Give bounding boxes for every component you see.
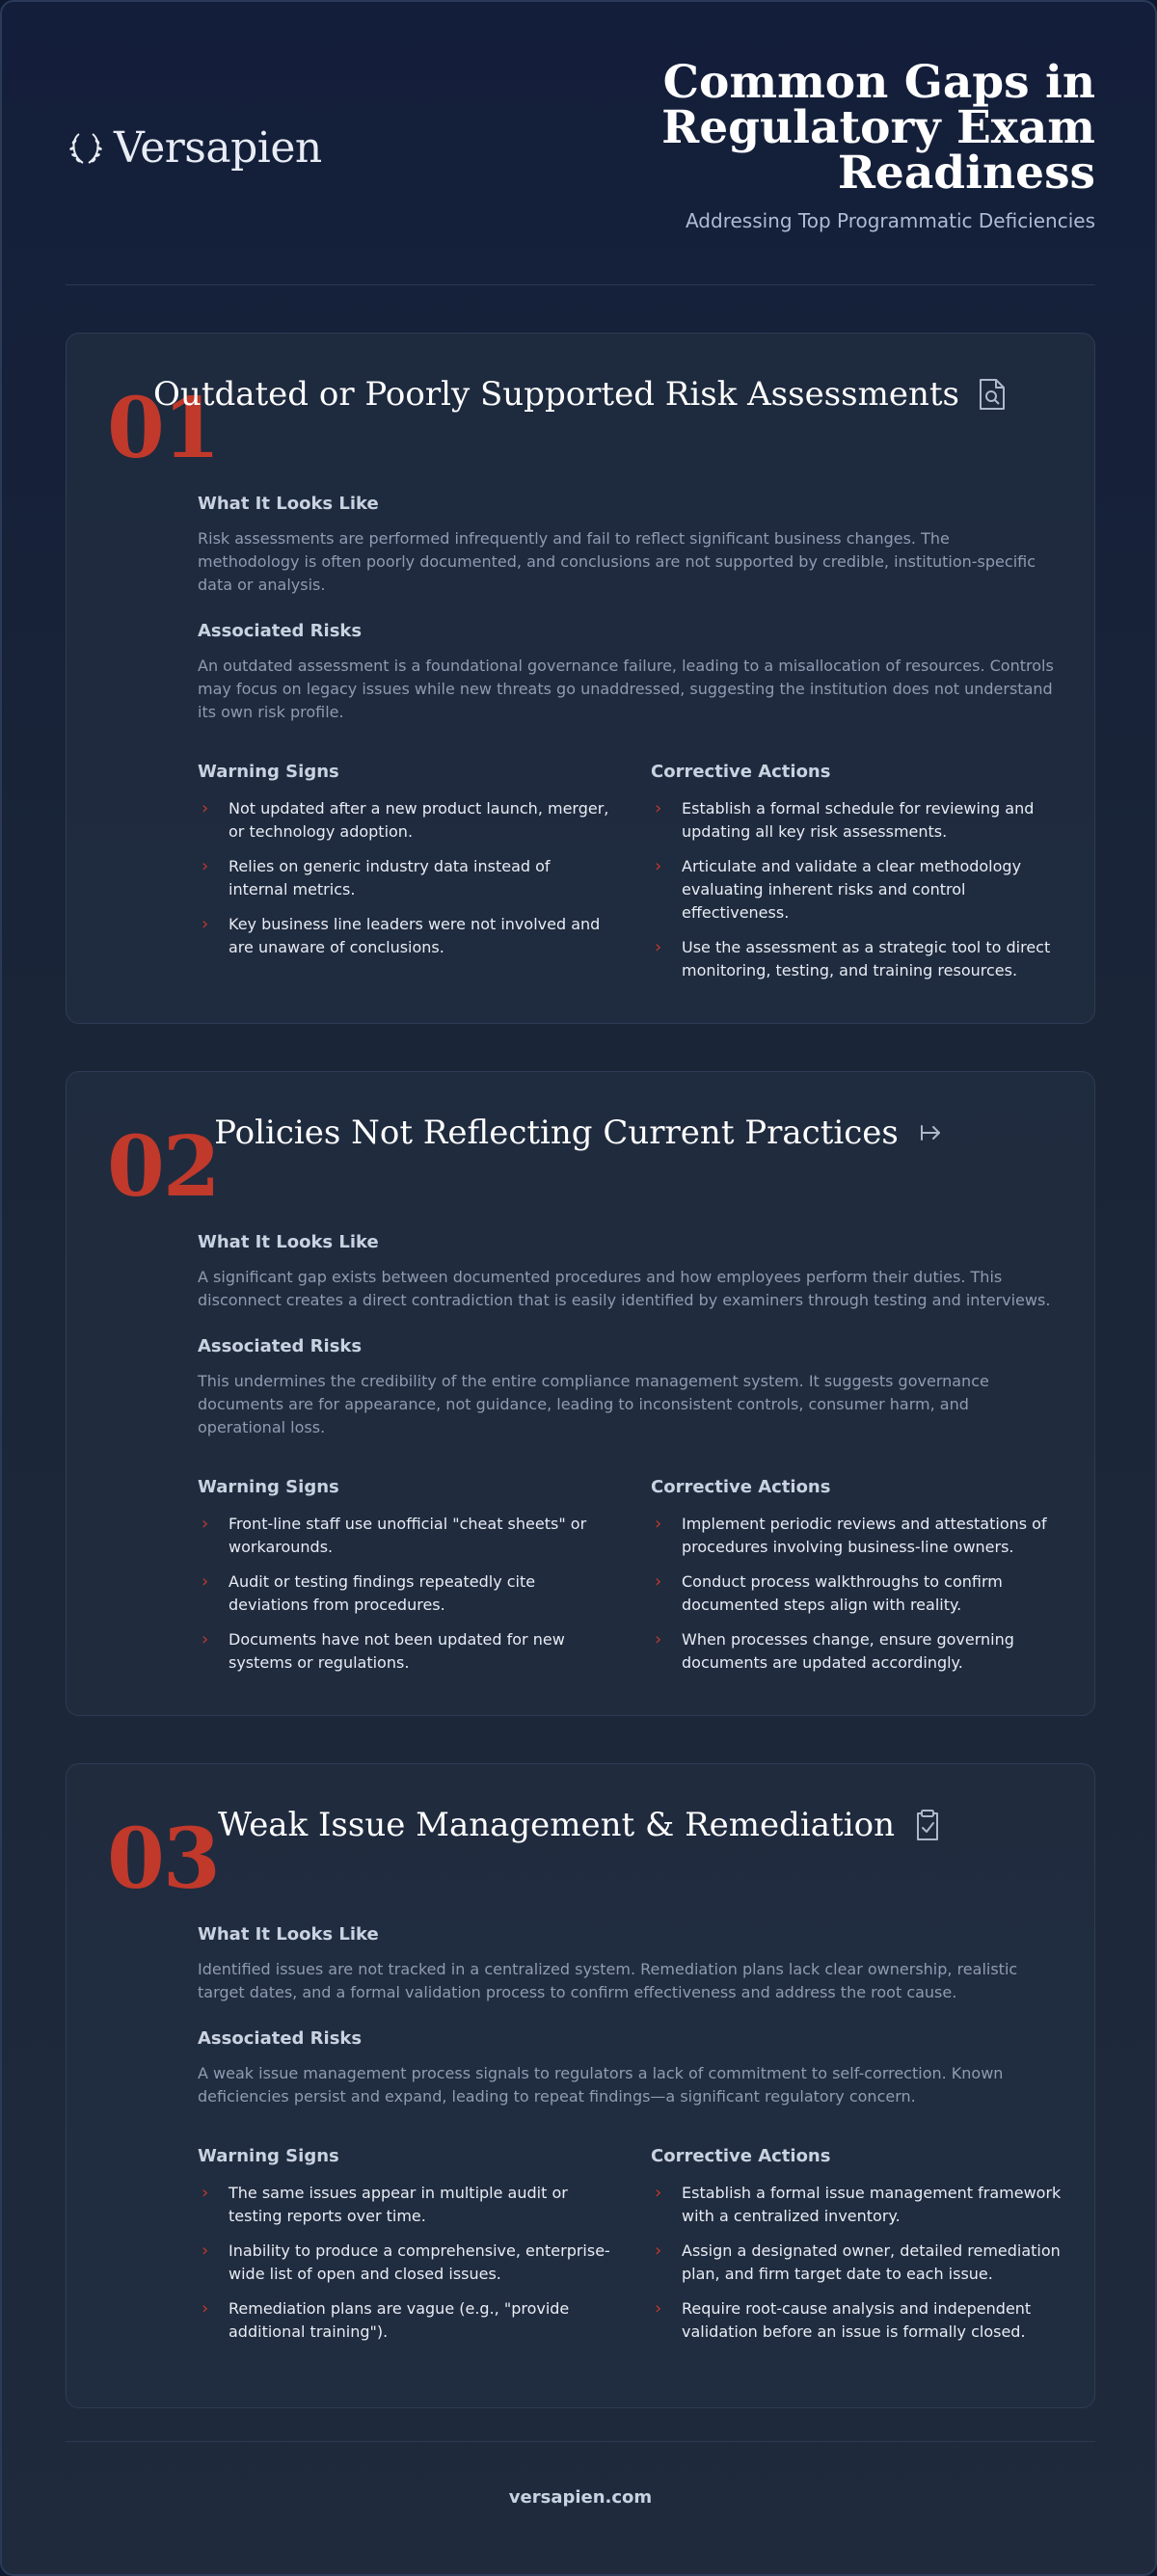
associated-risks — [198, 621, 1056, 724]
what-it-looks-like — [198, 1924, 1056, 2004]
list-item — [651, 936, 1065, 982]
section-label: What It Looks Like — [198, 1232, 379, 1252]
list-item-text: Establish a formal schedule for reviewing and updating all key risk assessments. — [682, 799, 1035, 841]
list-item-text: Establish a formal issue management framework with a centralized inventory. — [682, 2184, 1062, 2225]
list-item — [651, 2297, 1065, 2344]
list-item — [198, 1570, 612, 1617]
corrective-actions — [651, 1477, 1065, 1686]
footer-site-link[interactable]: versapien.com — [508, 2487, 653, 2508]
list-item — [198, 2297, 612, 2344]
list-item — [651, 1513, 1065, 1559]
card-title: Outdated or Poorly Supported Risk Assessments — [153, 375, 959, 414]
title-block — [594, 56, 1095, 232]
list-item — [198, 913, 612, 959]
list-item-text: Not updated after a new product launch, merger, or technology adoption. — [229, 799, 609, 841]
section-label: What It Looks Like — [198, 1924, 379, 1945]
list-item — [651, 2240, 1065, 2286]
list-item — [198, 855, 612, 901]
list-item — [651, 855, 1065, 925]
what-it-looks-like — [198, 1232, 1056, 1312]
list-item-text: Conduct process walkthroughs to confirm documented steps align with reality. — [682, 1572, 1003, 1614]
corrective-list — [651, 2182, 1065, 2344]
chevron-right-icon: › — [655, 856, 662, 876]
chevron-right-icon: › — [202, 1571, 209, 1592]
corrective-actions — [651, 762, 1065, 994]
list-item-text: Documents have not been updated for new systems or regulations. — [229, 1630, 565, 1672]
list-item-text: Relies on generic industry data instead of internal metrics. — [229, 857, 551, 899]
list-item-text: Front-line staff use unofficial "cheat sheets" or workarounds. — [229, 1515, 587, 1556]
corrective-list — [651, 1513, 1065, 1675]
warning-signs — [198, 1477, 612, 1686]
column-label: Corrective Actions — [651, 2146, 831, 2166]
card-title: Policies Not Reflecting Current Practices — [214, 1114, 899, 1152]
what-it-looks-like — [198, 494, 1056, 597]
list-item — [198, 797, 612, 844]
column-label: Warning Signs — [198, 1477, 339, 1497]
chevron-right-icon: › — [655, 1514, 662, 1534]
corrective-actions — [651, 2146, 1065, 2355]
card-header — [67, 370, 1094, 418]
chevron-right-icon: › — [655, 798, 662, 818]
chevron-right-icon: › — [202, 2183, 209, 2203]
chevron-right-icon: › — [202, 914, 209, 934]
chevron-right-icon: › — [655, 1629, 662, 1650]
chevron-right-icon: › — [655, 937, 662, 957]
corrective-list — [651, 797, 1065, 982]
list-item — [198, 1513, 612, 1559]
list-item — [651, 1570, 1065, 1617]
chevron-right-icon: › — [202, 2241, 209, 2261]
list-item-text: Inability to produce a comprehensive, enterprise-wide list of open and closed issues. — [229, 2241, 610, 2283]
list-item — [198, 1628, 612, 1675]
gap-card-2 — [66, 1071, 1095, 1716]
list-item — [198, 2240, 612, 2286]
page-title — [594, 56, 1095, 200]
header — [66, 56, 1095, 282]
list-item-text: Assign a designated owner, detailed remediation plan, and firm target date to each issue. — [682, 2241, 1061, 2283]
chevron-right-icon: › — [655, 2298, 662, 2319]
list-item-text: Articulate and validate a clear methodology evaluating inherent risks and control effectiveness. — [682, 857, 1022, 922]
warning-list — [198, 797, 612, 959]
page-title-line: Regulatory Exam — [661, 101, 1095, 154]
card-number: 02 — [107, 1118, 219, 1216]
header-divider — [66, 284, 1095, 285]
card-title: Weak Issue Management & Remediation — [218, 1806, 895, 1844]
associated-risks — [198, 1336, 1056, 1439]
clipboard-check-icon — [912, 1808, 943, 1842]
warning-signs — [198, 2146, 612, 2355]
page-subtitle: Addressing Top Programmatic Deficiencies — [685, 209, 1095, 232]
column-label: Corrective Actions — [651, 762, 831, 782]
brand-name: Versapien — [114, 123, 322, 173]
warning-list — [198, 2182, 612, 2344]
gap-card-3 — [66, 1763, 1095, 2408]
list-item-text: The same issues appear in multiple audit or testing reports over time. — [229, 2184, 568, 2225]
column-label: Corrective Actions — [651, 1477, 831, 1497]
card-header — [67, 1109, 1094, 1157]
column-label: Warning Signs — [198, 2146, 339, 2166]
list-item-text: Use the assessment as a strategic tool to direct monitoring, testing, and training resources. — [682, 938, 1051, 979]
logo — [66, 123, 322, 173]
associated-risks — [198, 2028, 1056, 2108]
list-item — [651, 1628, 1065, 1675]
chevron-right-icon: › — [202, 856, 209, 876]
list-item-text: Key business line leaders were not involved and are unaware of conclusions. — [229, 915, 601, 956]
section-text: A significant gap exists between documented procedures and how employees perform their duties. This disconnect creates a direct contradiction that is easily identified by examiners through testing and interviews. — [198, 1268, 1051, 1309]
section-label: Associated Risks — [198, 2028, 363, 2049]
card-number: 03 — [107, 1811, 219, 1908]
section-text: This undermines the credibility of the entire compliance management system. It suggests governance documents are for appearance, not guidance, leading to inconsistent controls, consumer harm, and operational loss. — [198, 1372, 989, 1436]
list-item-text: Implement periodic reviews and attestations of procedures involving business-line owners. — [682, 1515, 1047, 1556]
footer-divider — [66, 2441, 1095, 2442]
document-search-icon — [977, 377, 1008, 412]
chevron-right-icon: › — [202, 1514, 209, 1534]
chevron-right-icon: › — [655, 2241, 662, 2261]
chevron-right-icon: › — [202, 798, 209, 818]
chevron-right-icon: › — [655, 1571, 662, 1592]
list-item-text: Audit or testing findings repeatedly cite deviations from procedures. — [229, 1572, 536, 1614]
chevron-right-icon: › — [202, 1629, 209, 1650]
list-item-text: Remediation plans are vague (e.g., "provide additional training"). — [229, 2299, 570, 2341]
list-item — [651, 797, 1065, 844]
section-text: Identified issues are not tracked in a centralized system. Remediation plans lack clear ownership, realistic target dates, and a formal validation process to confirm effectiveness and address the root cause. — [198, 1960, 1018, 2001]
warning-list — [198, 1513, 612, 1675]
section-label: Associated Risks — [198, 621, 363, 641]
list-item-text: When processes change, ensure governing documents are updated accordingly. — [682, 1630, 1014, 1672]
list-item-text: Require root-cause analysis and independent validation before an issue is formally closed. — [682, 2299, 1032, 2341]
section-text: Risk assessments are performed infrequently and fail to reflect significant business changes. The methodology is often poorly documented, and conclusions are not supported by credible, institution-specific data or analysis. — [198, 529, 1036, 594]
gap-card-1 — [66, 333, 1095, 1024]
card-number: 01 — [107, 380, 219, 477]
page-title-line: Common Gaps in — [662, 56, 1095, 109]
arrow-to-bar-icon — [916, 1115, 947, 1150]
laurel-icon — [66, 128, 106, 169]
card-header — [67, 1801, 1094, 1849]
chevron-right-icon: › — [202, 2298, 209, 2319]
warning-signs — [198, 762, 612, 971]
list-item — [651, 2182, 1065, 2228]
section-text: An outdated assessment is a foundational governance failure, leading to a misallocation of resources. Controls may focus on legacy issues while new threats go unaddressed, suggesting the institution does not understand its own risk profile. — [198, 657, 1054, 721]
chevron-right-icon: › — [655, 2183, 662, 2203]
list-item — [198, 2182, 612, 2228]
page-title-line: Readiness — [837, 147, 1095, 200]
section-text: A weak issue management process signals to regulators a lack of commitment to self-correction. Known deficiencies persist and expand, leading to repeat findings—a significant regulatory concern. — [198, 2064, 1004, 2106]
section-label: Associated Risks — [198, 1336, 363, 1356]
section-label: What It Looks Like — [198, 494, 379, 514]
column-label: Warning Signs — [198, 762, 339, 782]
